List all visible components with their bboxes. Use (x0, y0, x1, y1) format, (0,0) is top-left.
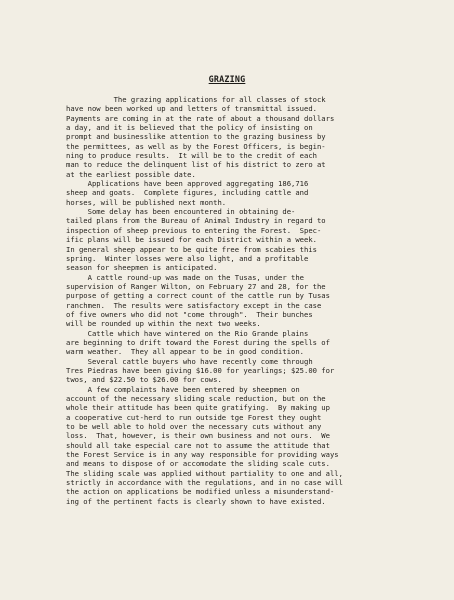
body-line: of five owners who did not "come through". Their bunches (66, 309, 313, 319)
body-line: ning to produce results. It will be to the credit of each (66, 151, 317, 161)
body-line: are beginning to drift toward the Forest during the spells of (66, 337, 330, 347)
body-line: Payments are coming in at the rate of about a thousand dollars (66, 113, 335, 123)
body-line: should all take especial care not to assume the attitude that (66, 440, 330, 450)
body-line: at the earliest possible date. (66, 169, 196, 179)
body-line: the action on applications be modified unless a misunderstand- (66, 487, 335, 497)
body-line: Some delay has been encountered in obtaining de- (66, 207, 296, 217)
body-line: have now been worked up and letters of transmittal issued. (66, 104, 317, 114)
body-line: twos, and $22.50 to $26.00 for cows. (66, 375, 222, 385)
body-line: Applications have been approved aggregating 186,716 (66, 179, 309, 189)
body-line: will be rounded up within the next two weeks. (66, 319, 261, 329)
body-line: man to reduce the delinquent list of his district to zero at (66, 160, 326, 170)
body-line: supervision of Ranger Wilton, on February 27 and 28, for the (66, 281, 326, 291)
body-line: spring. Winter losses were also light, and a profitable (66, 253, 309, 263)
body-line: ranchmen. The results were satisfactory except in the case (66, 300, 322, 310)
body-line: whole their attitude has been quite gratifying. By making up (66, 403, 330, 413)
body-line: strictly in accordance with the regulations, and in no case will (66, 478, 343, 488)
body-line: Cattle which have wintered on the Rio Grande plains (66, 328, 309, 338)
body-line: and means to dispose of or accomodate the sliding scale cuts. (66, 459, 330, 469)
body-line: The sliding scale was applied without partiality to one and all, (66, 468, 343, 478)
body-line: The grazing applications for all classes of stock (66, 95, 326, 104)
body-line: a day, and it is believed that the policy of insisting on (66, 123, 313, 133)
body-line: A cattle round-up was made on the Tusas, under the (66, 272, 304, 282)
body-line: A few complaints have been entered by sheepmen on (66, 384, 300, 394)
body-line: loss. That, however, is their own business and not ours. We (66, 431, 330, 441)
body-line: inspection of sheep previous to entering the Forest. Spec- (66, 225, 322, 235)
body-line: ing of the pertinent facts is clearly shown to have existed. (66, 496, 326, 506)
body-line: sheep and goats. Complete figures, including cattle and (66, 188, 309, 198)
body-line: season for sheepmen is anticipated. (66, 263, 218, 273)
title-text: GRAZING (208, 74, 246, 84)
body-line: warm weather. They all appear to be in good condition. (66, 347, 304, 357)
body-line: Tres Piedras have been giving $16.00 for yearlings; $25.00 for (66, 365, 335, 375)
body-line: prompt and businesslike attention to the grazing business by (66, 132, 326, 142)
body-line: the Forest Service is in any way responsible for providing ways (66, 450, 339, 460)
body-line: In general sheep appear to be quite free from scabies this (66, 244, 317, 254)
body-line: tailed plans from the Bureau of Animal Industry in regard to (66, 216, 326, 226)
body-line: ific plans will be issued for each District within a week. (66, 235, 317, 245)
body-line: account of the necessary sliding scale reduction, but on the (66, 394, 326, 403)
body-line: the permittees, as well as by the Forest Officers, is begin- (66, 141, 326, 151)
body-line: a cooperative cut-herd to run outside tge Forest they ought (66, 412, 322, 422)
body-line: to be well able to hold over the necessary cuts without any (66, 422, 322, 432)
body-line: Several cattle buyers who have recently come through (66, 356, 313, 366)
document-body (66, 95, 446, 506)
document-title (0, 74, 454, 84)
body-line: purpose of getting a correct count of the cattle run by Tusas (66, 291, 330, 301)
body-line: horses, will be published next month. (66, 197, 227, 207)
